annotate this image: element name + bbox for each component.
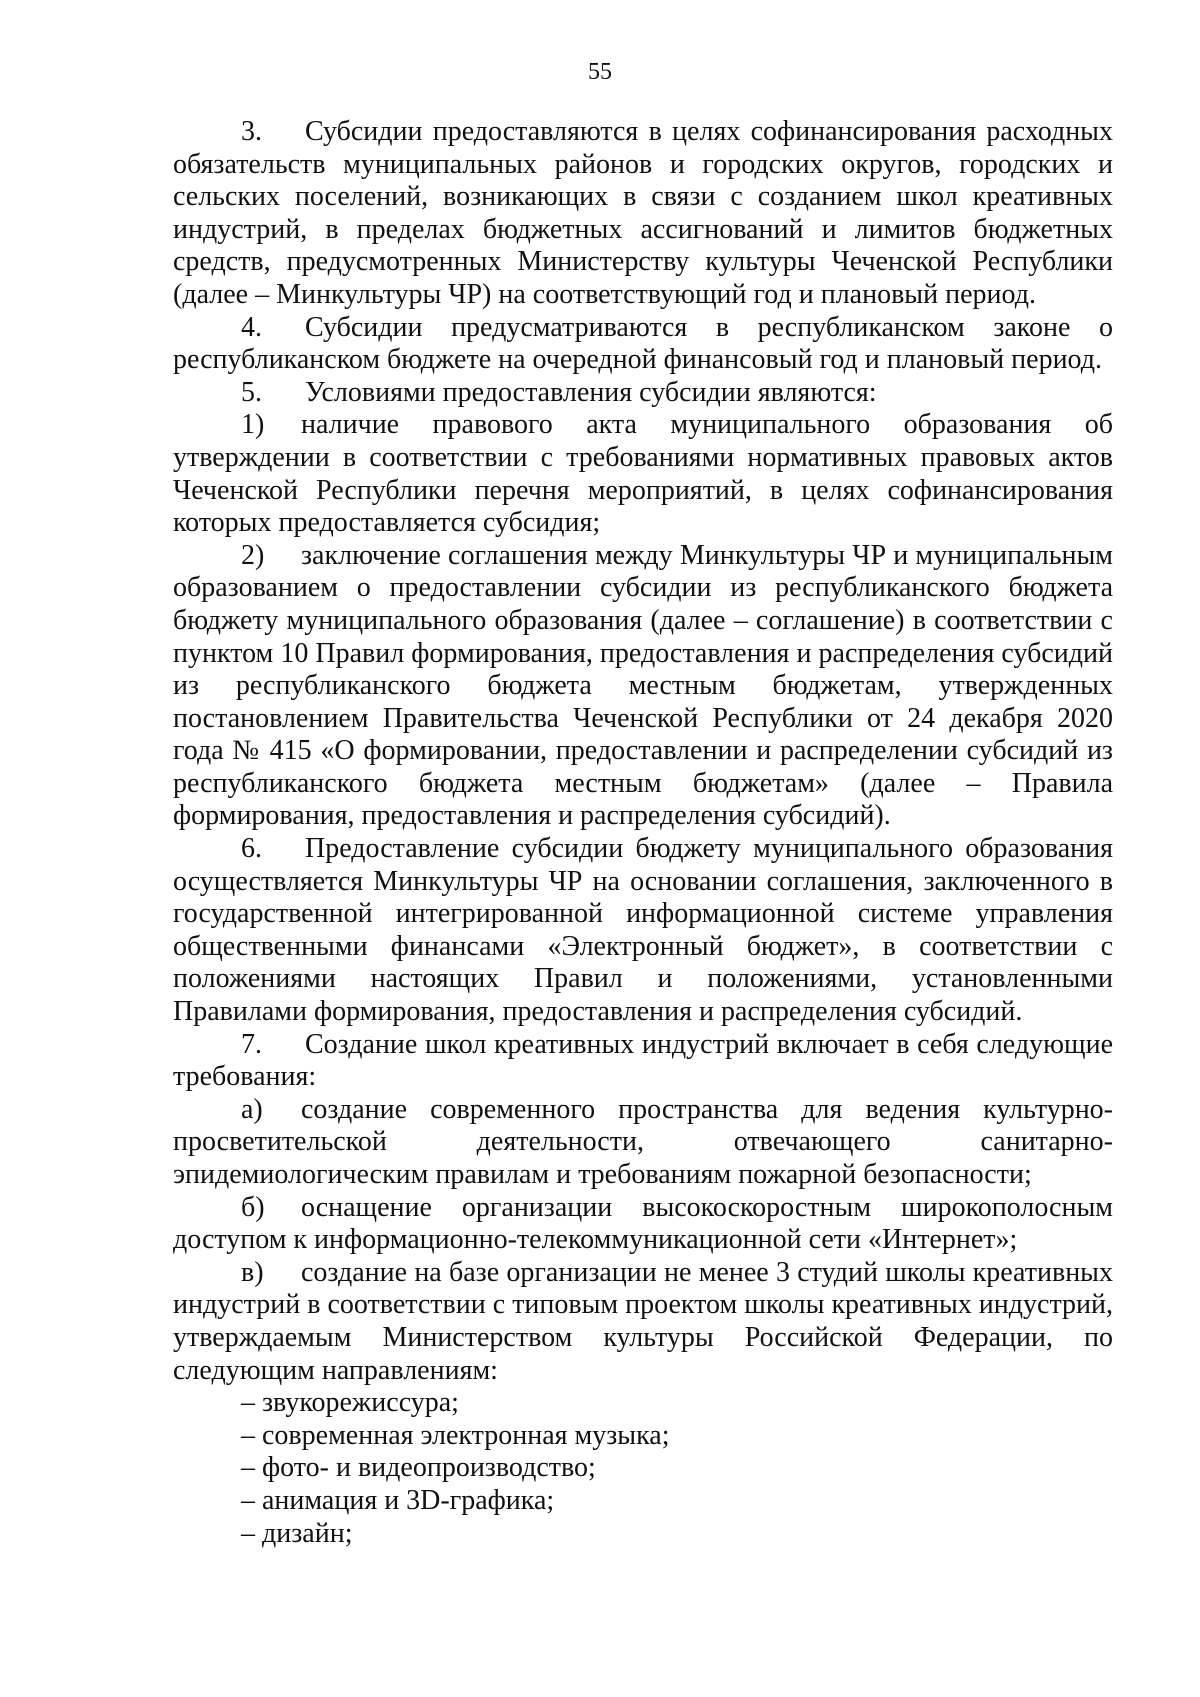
document-body [173,116,1113,1550]
item-letter: б) [241,1191,265,1223]
requirement-item-v [173,1257,1113,1387]
paragraph-3 [173,116,1113,312]
item-text: оснащение организации высокоскоростным широкополосным доступом к информационно-телекоммуникационной сети «Интернет»; [173,1191,1113,1256]
paragraph-text: Субсидии предоставляются в целях софинансирования расходных обязательств муниципальных районов и городских округов, городских и сельских поселений, возникающих в связи с созданием школ креативных индустрий, в пределах бюджетных ассигнований и лимитов бюджетных средств, предусмотренных Министерству культуры Чеченской Республики (далее – Минкультуры ЧР) на соответствующий год и плановый период. [173,116,1113,310]
item-number: 1) [241,409,265,441]
paragraph-number: 6. [241,833,262,865]
paragraph-number: 3. [241,116,262,147]
paragraph-4 [173,312,1113,377]
paragraph-7 [173,1029,1113,1094]
condition-item-2 [173,540,1113,833]
paragraph-number: 5. [241,376,262,408]
requirement-item-b [173,1192,1113,1257]
item-number: 2) [241,539,265,571]
paragraph-text: Условиями предоставления субсидии являются: [305,376,877,408]
paragraph-6 [173,833,1113,1029]
item-text: заключение соглашения между Минкультуры ЧР и муниципальным образованием о предоставлении субсидии из республиканского бюджета бюджету муниципального образования (далее – соглашение) в соответствии с пунктом 10 Правил формирования, предоставления и распределения субсидий из республиканского бюджета местным бюджетам, утвержденных постановлением Правительства Чеченской Республики от 24 декабря 2020 года № 415 «О формировании, предоставлении и распределении субсидий из республиканского бюджета местным бюджетам» (далее – Правила формирования, предоставления и распределения субсидий). [173,539,1113,832]
item-letter: в) [241,1256,264,1288]
paragraph-text: Субсидии предусматриваются в республиканском законе о республиканском бюджете на очередной финансовый год и плановый период. [173,311,1113,376]
paragraph-number: 4. [241,311,262,343]
paragraph-5 [173,377,1113,410]
item-text: создание современного пространства для ведения культурно-просветительской деятельности, отвечающего санитарно-эпидемиологическим правилам и требованиям пожарной безопасности; [173,1093,1113,1190]
requirement-item-a [173,1094,1113,1192]
item-text: наличие правового акта муниципального образования об утверждении в соответствии с требованиями нормативных правовых актов Чеченской Республики перечня мероприятий, в целях софинансирования которых предоставляется субсидия; [173,409,1113,539]
direction-list-item: – анимация и 3D-графика; [241,1484,555,1516]
direction-list-item: – звукорежиссура; [241,1387,459,1419]
direction-list-item: – дизайн; [241,1517,353,1549]
item-letter: а) [241,1093,263,1125]
paragraph-text: Предоставление субсидии бюджету муниципального образования осуществляется Минкультуры ЧР на основании соглашения, заключенного в государственной интегрированной информационной системе управления общественными финансами «Электронный бюджет», в соответствии с положениями настоящих Правил и положениями, установленными Правилами формирования, предоставления и распределения субсидий. [173,833,1113,1028]
direction-list-item: – фото- и видеопроизводство; [241,1452,596,1484]
page-number: 55 [588,59,612,85]
paragraph-number: 7. [241,1028,262,1060]
direction-list-item: – современная электронная музыка; [241,1419,670,1451]
item-text: создание на базе организации не менее 3 студий школы креативных индустрий в соответствии с типовым проектом школы креативных индустрий, утверждаемым Министерством культуры Российской Федерации, по следующим направлениям: [173,1256,1113,1386]
condition-item-1 [173,409,1113,539]
paragraph-text: Создание школ креативных индустрий включает в себя следующие требования: [173,1028,1113,1093]
